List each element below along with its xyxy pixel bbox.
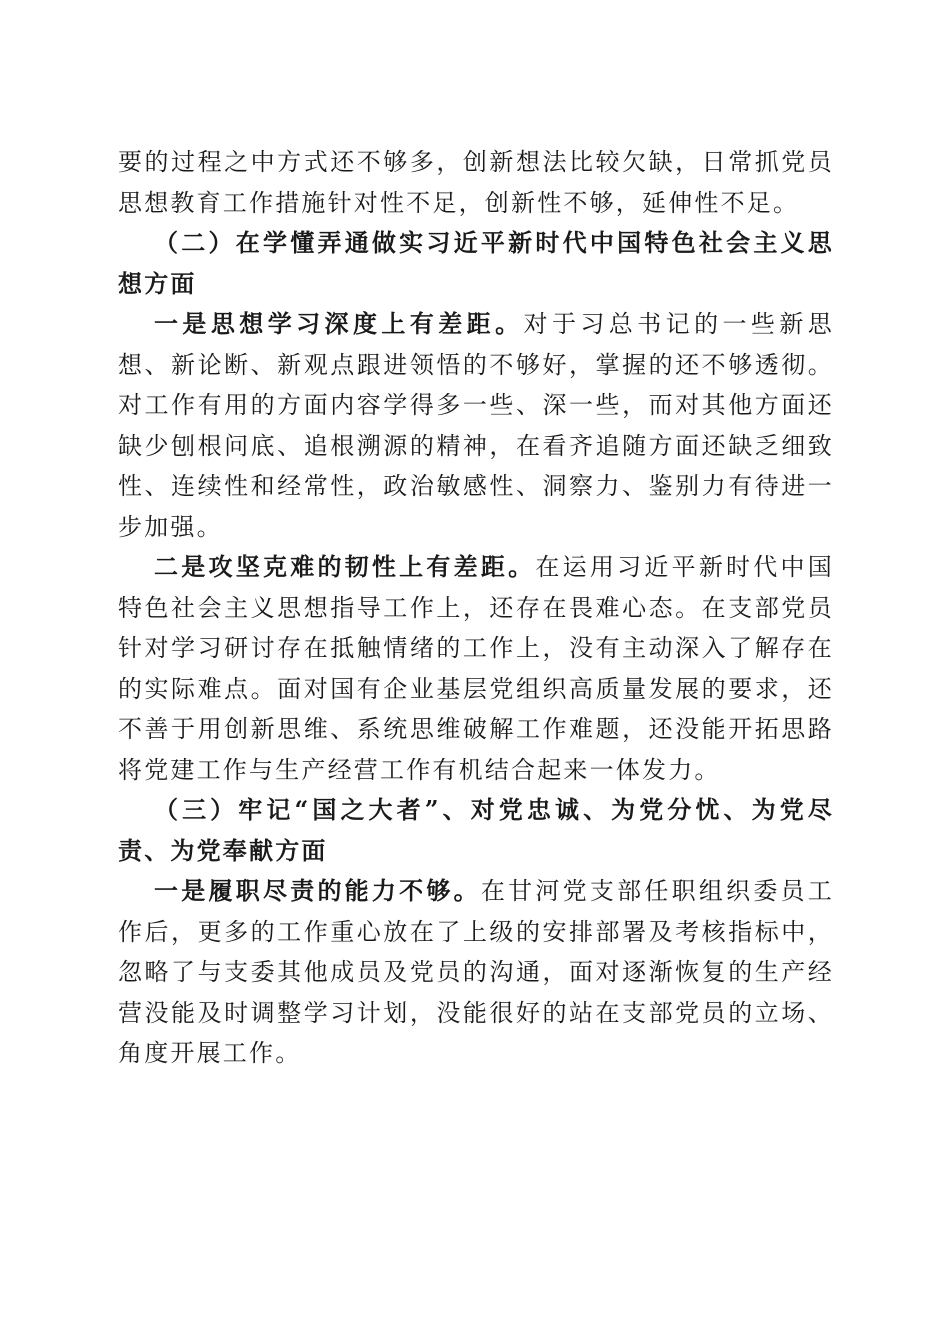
section-heading-3: （三）牢记“国之大者”、对党忠诚、为党分忧、为党尽责、为党奉献方面 (118, 795, 834, 865)
point-1-body: 对于习总书记的一些新思想、新论断、新观点跟进领悟的不够好，掌握的还不够透彻。对工作有用的方面内容学得多一些、深一些，而对其他方面还缺少刨根问底、追根溯源的精神，在看齐追随方面还缺乏细致性、连续性和经常性，政治敏感性、洞察力、鉴别力有待进一步加强。 (118, 310, 834, 541)
paragraph-point-3 (118, 871, 834, 1074)
section-heading-2: （二）在学懂弄通做实习近平新时代中国特色社会主义思想方面 (118, 228, 834, 298)
point-1-lead: 一是思想学习深度上有差距。 (154, 309, 524, 338)
paragraph-point-2 (118, 547, 834, 790)
point-3-body: 在甘河党支部任职组织委员工作后，更多的工作重心放在了上级的安排部署及考核指标中，忽略了与支委其他成员及党员的沟通，面对逐渐恢复的生产经营没能及时调整学习计划，没能很好的站在支部党员的立场、角度开展工作。 (118, 877, 834, 1067)
point-3-lead: 一是履职尽责的能力不够。 (154, 876, 481, 905)
point-2-body: 在运用习近平新时代中国特色社会主义思想指导工作上，还存在畏难心态。在支部党员针对学习研讨存在抵触情绪的工作上，没有主动深入了解存在的实际难点。面对国有企业基层党组织高质量发展的要求，还不善于用创新思维、系统思维破解工作难题，还没能开拓思路将党建工作与生产经营工作有机结合起来一体发力。 (118, 553, 834, 784)
document-body (118, 142, 834, 1074)
paragraph-continuation: 要的过程之中方式还不够多，创新想法比较欠缺，日常抓党员思想教育工作措施针对性不足，创新性不够，延伸性不足。 (118, 148, 834, 217)
point-2-lead: 二是攻坚克难的韧性上有差距。 (154, 552, 536, 581)
paragraph-point-1 (118, 304, 834, 547)
